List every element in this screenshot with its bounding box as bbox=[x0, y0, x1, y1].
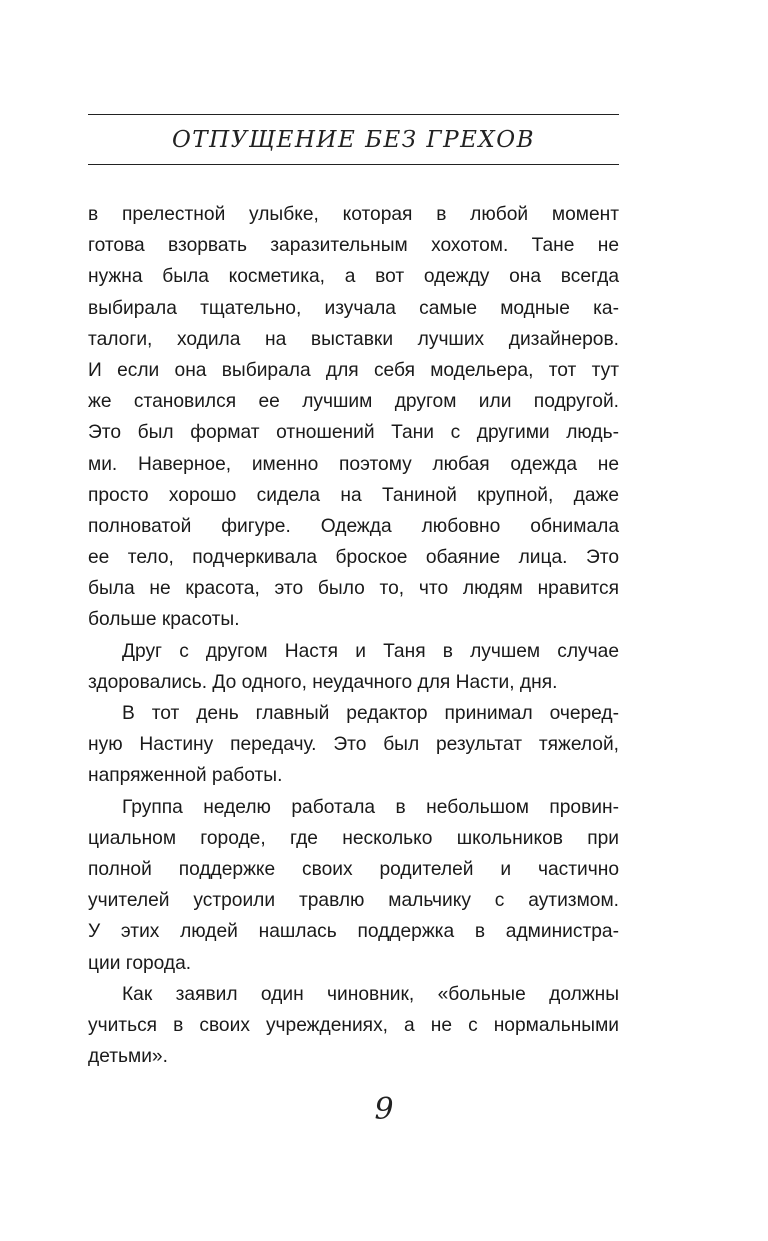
book-title: ОТПУЩЕНИЕ БЕЗ ГРЕХОВ bbox=[171, 126, 536, 153]
text-line: здоровались. До одного, неудачного для Насти, дня. bbox=[88, 671, 558, 693]
text-line: В тот день главный редактор принимал очеред- bbox=[122, 703, 619, 724]
text-line: ее тело, подчеркивала броское обаяние лица. Это bbox=[88, 547, 619, 569]
text-line: учиться в своих учреждениях, а не с нормальными bbox=[88, 1014, 619, 1036]
text-line: детьми». bbox=[88, 1046, 168, 1068]
text-line: была не красота, это было то, что людям нравится bbox=[88, 578, 619, 600]
page-number: 9 bbox=[374, 1092, 394, 1127]
text-line: И если она выбирала для себя модельера, тот тут bbox=[88, 359, 619, 381]
text-line: полной поддержке своих родителей и частично bbox=[88, 858, 619, 880]
text-line: ми. Наверное, именно поэтому любая одежда не bbox=[88, 453, 619, 475]
paragraph bbox=[88, 698, 619, 792]
text-line: ции города. bbox=[88, 952, 192, 974]
text-line: ную Настину передачу. Это был результат тяжелой, bbox=[88, 734, 619, 756]
text-line: полноватой фигуре. Одежда любовно обнимала bbox=[88, 515, 619, 537]
text-line: У этих людей нашлась поддержка в администра- bbox=[88, 921, 619, 943]
text-line: Группа неделю работала в небольшом провин- bbox=[122, 796, 619, 818]
running-header bbox=[88, 114, 619, 165]
paragraph bbox=[88, 792, 619, 979]
text-line: циальном городе, где несколько школьников при bbox=[88, 827, 619, 849]
text-line: же становился ее лучшим другом или подругой. bbox=[88, 391, 619, 413]
text-line: Друг с другом Настя и Таня в лучшем случае bbox=[122, 640, 619, 662]
text-line: просто хорошо сидела на Таниной крупной, даже bbox=[88, 484, 619, 506]
text-line: в прелестной улыбке, которая в любой момент bbox=[88, 204, 619, 225]
text-line: напряженной работы. bbox=[88, 765, 283, 787]
paragraph bbox=[88, 199, 619, 636]
text-line: учителей устроили травлю мальчику с аутизмом. bbox=[88, 890, 619, 912]
text-line: готова взорвать заразительным хохотом. Тане не bbox=[88, 235, 619, 257]
text-line: больше красоты. bbox=[88, 609, 240, 631]
text-line: выбирала тщательно, изучала самые модные ка- bbox=[88, 297, 619, 319]
text-line: Как заявил один чиновник, «больные должны bbox=[122, 983, 619, 1005]
text-line: талоги, ходила на выставки лучших дизайнеров. bbox=[88, 328, 619, 350]
paragraph bbox=[88, 636, 619, 698]
paragraph bbox=[88, 979, 619, 1073]
text-line: нужна была косметика, а вот одежду она всегда bbox=[88, 266, 619, 288]
text-line: Это был формат отношений Тани с другими людь- bbox=[88, 422, 619, 444]
page-text bbox=[88, 199, 619, 1072]
